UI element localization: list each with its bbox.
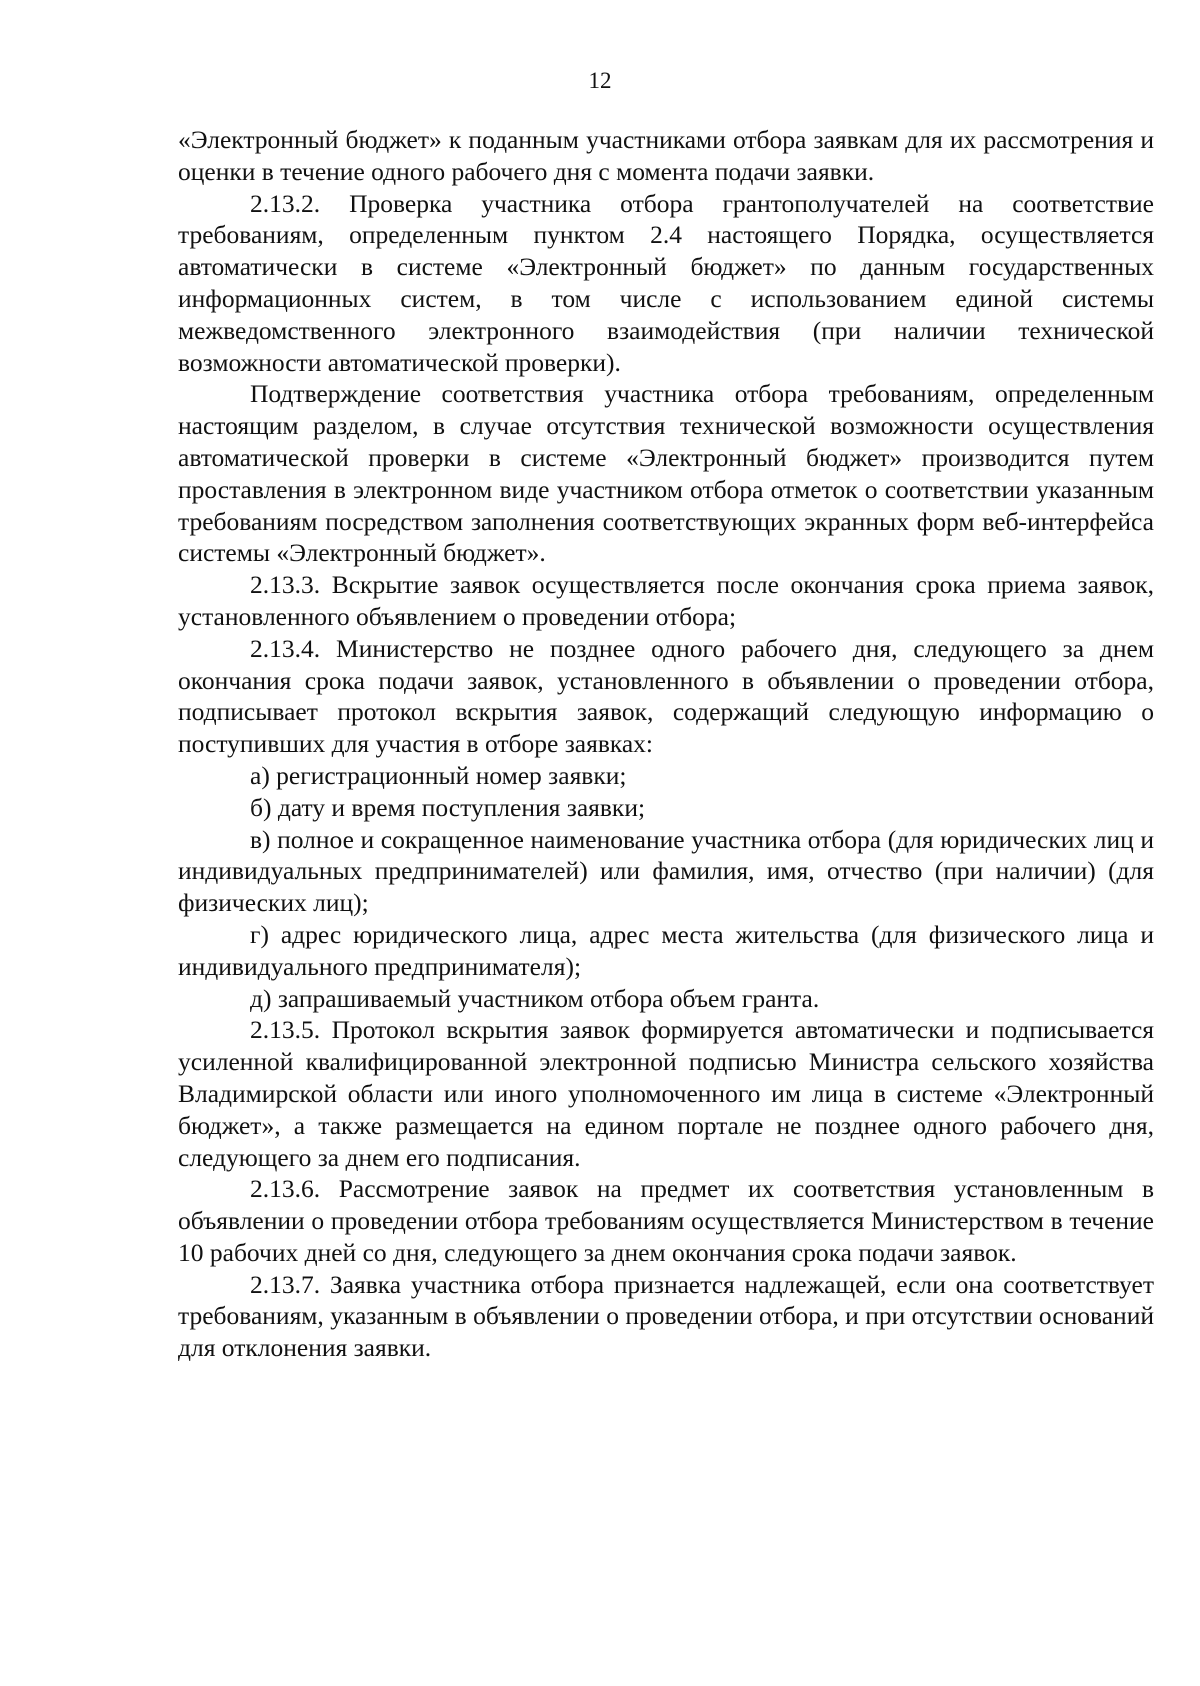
paragraph-2-13-4: 2.13.4. Министерство не позднее одного рабочего дня, следующего за днем окончания срока подачи заявок, установленного в объявлении о проведении отбора, подписывает протокол вскрытия заявок, содержащий следующую информацию о поступивших для участия в отборе заявках:: [178, 633, 1154, 759]
list-item-a: а) регистрационный номер заявки;: [250, 760, 627, 790]
list-item-b: б) дату и время поступления заявки;: [250, 792, 646, 822]
list-item-v: в) полное и сокращенное наименование участника отбора (для юридических лиц и индивидуальных предпринимателей) или фамилия, имя, отчество (при наличии) (для физических лиц);: [178, 824, 1154, 918]
paragraph-2-13-3: 2.13.3. Вскрытие заявок осуществляется после окончания срока приема заявок, установленного объявлением о проведении отбора;: [178, 570, 1154, 631]
page-number: 12: [588, 68, 612, 93]
list-item-g: г) адрес юридического лица, адрес места жительства (для физического лица и индивидуального предпринимателя);: [178, 919, 1154, 981]
paragraph-confirmation: Подтверждение соответствия участника отбора требованиям, определенным настоящим разделом, в случае отсутствия технической возможности осуществления автоматической проверки в системе «Электронный бюджет» производится путем проставления в электронном виде участником отбора отметок о соответствии указанным требованиям посредством заполнения соответствующих экранных форм веб-интерфейса системы «Электронный бюджет».: [178, 379, 1154, 568]
document-body: [178, 124, 1154, 1364]
paragraph-2-13-7: 2.13.7. Заявка участника отбора признается надлежащей, если она соответствует требованиям, указанным в объявлении о проведении отбора, и при отсутствии оснований для отклонения заявки.: [178, 1269, 1154, 1363]
list-item-d: д) запрашиваемый участником отбора объем гранта.: [250, 983, 820, 1013]
paragraph-2-13-5: 2.13.5. Протокол вскрытия заявок формируется автоматически и подписывается усиленной квалифицированной электронной подписью Министра сельского хозяйства Владимирской области или иного уполномоченного им лица в системе «Электронный бюджет», а также размещается на едином портале не позднее одного рабочего дня, следующего за днем его подписания.: [178, 1015, 1154, 1172]
paragraph-2-13-2: 2.13.2. Проверка участника отбора грантополучателей на соответствие требованиям, определенным пунктом 2.4 настоящего Порядка, осуществляется автоматически в системе «Электронный бюджет» по данным государственных информационных систем, в том числе с использованием единой системы межведомственного электронного взаимодействия (при наличии технической возможности автоматической проверки).: [178, 188, 1154, 377]
paragraph-continuation: «Электронный бюджет» к поданным участниками отбора заявкам для их рассмотрения и оценки в течение одного рабочего дня с момента подачи заявки.: [178, 125, 1154, 186]
paragraph-2-13-6: 2.13.6. Рассмотрение заявок на предмет их соответствия установленным в объявлении о проведении отбора требованиям осуществляется Министерством в течение 10 рабочих дней со дня, следующего за днем окончания срока подачи заявок.: [178, 1174, 1154, 1267]
